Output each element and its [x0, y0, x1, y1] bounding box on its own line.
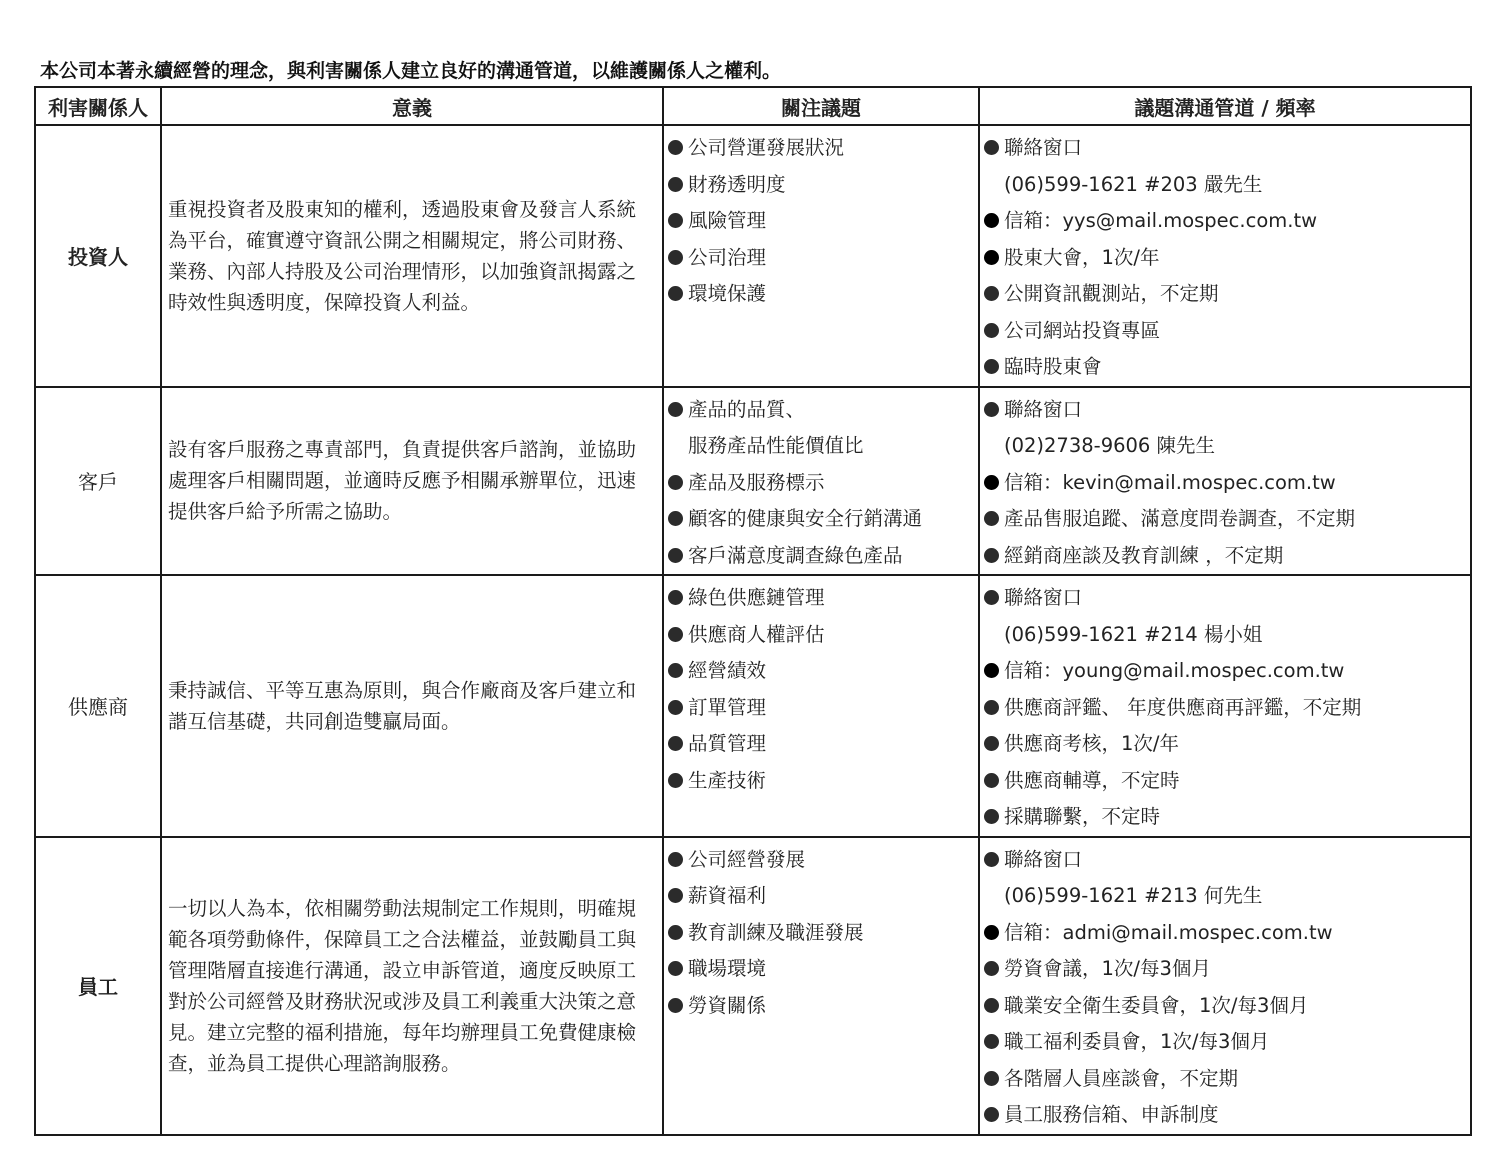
- intro-statement: 本公司本著永續經營的理念，與利害關係人建立良好的溝通管道，以維護關係人之權利。: [40, 60, 782, 82]
- list-item: 品質管理: [668, 726, 978, 763]
- list-item: 供應商評鑑、 年度供應商再評鑑，不定期: [984, 690, 1470, 727]
- bullet-icon: [984, 1071, 999, 1086]
- list-item: 供應商考核，1次/年: [984, 726, 1470, 763]
- list-item: 職工福利委員會，1次/每3個月: [984, 1024, 1470, 1061]
- list-item: 信箱：young@mail.mospec.com.tw: [984, 653, 1470, 690]
- stakeholder-table: [34, 86, 1472, 1136]
- bullet-icon: [984, 213, 999, 228]
- header-stakeholder: 利害關係人: [35, 87, 161, 125]
- bullet-icon: [668, 998, 683, 1013]
- bullet-icon: [984, 402, 999, 417]
- bullet-icon: [668, 773, 683, 788]
- bullet-icon: [668, 140, 683, 155]
- bullet-icon: [984, 286, 999, 301]
- channels-cell: [979, 575, 1471, 837]
- bullet-icon: [984, 511, 999, 526]
- meaning-cell: 重視投資者及股東知的權利，透過股東會及發言人系統為平台，確實遵守資訊公開之相關規定，將公司財務、業務、內部人持股及公司治理情形，以加強資訊揭露之時效性與透明度，保障投資人利益。: [161, 125, 663, 387]
- bullet-icon: [984, 1034, 999, 1049]
- list-item: 勞資關係: [668, 988, 978, 1025]
- bullet-icon: [668, 177, 683, 192]
- bullet-icon: [668, 475, 683, 490]
- bullet-icon: [668, 286, 683, 301]
- list-item: 產品售服追蹤、滿意度問卷調查，不定期: [984, 501, 1470, 538]
- bullet-icon: [668, 548, 683, 563]
- table-row: [35, 575, 1471, 837]
- issues-cell: [663, 837, 979, 1135]
- list-item: 供應商輔導，不定時: [984, 763, 1470, 800]
- bullet-icon: [984, 852, 999, 867]
- list-item: 生產技術: [668, 763, 978, 800]
- list-item: 服務產品性能價值比: [688, 434, 864, 457]
- bullet-icon: [668, 700, 683, 715]
- list-item: 產品的品質、: [668, 392, 978, 429]
- table-row: [35, 837, 1471, 1135]
- bullet-icon: [984, 773, 999, 788]
- list-item: 聯絡窗口: [984, 392, 1470, 429]
- contact-phone: (06)599-1621 #214 楊小姐: [1004, 622, 1263, 646]
- bullet-icon: [984, 590, 999, 605]
- list-item: 公司網站投資專區: [984, 313, 1470, 350]
- list-item: 勞資會議，1次/每3個月: [984, 951, 1470, 988]
- bullet-icon: [984, 998, 999, 1013]
- bullet-icon: [984, 700, 999, 715]
- bullet-icon: [668, 213, 683, 228]
- bullet-icon: [984, 323, 999, 338]
- table-row: [35, 125, 1471, 387]
- bullet-icon: [668, 736, 683, 751]
- bullet-icon: [668, 402, 683, 417]
- list-item: 信箱：yys@mail.mospec.com.tw: [984, 203, 1470, 240]
- bullet-icon: [668, 627, 683, 642]
- bullet-icon: [984, 140, 999, 155]
- stakeholder-cell: 投資人: [35, 125, 161, 387]
- list-item: 聯絡窗口: [984, 580, 1470, 617]
- bullet-icon: [984, 809, 999, 824]
- list-item: 職場環境: [668, 951, 978, 988]
- list-item: 薪資福利: [668, 878, 978, 915]
- header-channels: 議題溝通管道 / 頻率: [979, 87, 1471, 125]
- bullet-icon: [984, 961, 999, 976]
- header-meaning: 意義: [161, 87, 663, 125]
- bullet-icon: [984, 736, 999, 751]
- list-item: 風險管理: [668, 203, 978, 240]
- list-item: 聯絡窗口: [984, 130, 1470, 167]
- list-item: 公司治理: [668, 240, 978, 277]
- issues-cell: [663, 125, 979, 387]
- list-item: 客戶滿意度調查綠色產品: [668, 538, 978, 575]
- stakeholder-cell: 供應商: [35, 575, 161, 837]
- list-item: 聯絡窗口: [984, 842, 1470, 879]
- meaning-cell: 一切以人為本，依相關勞動法規制定工作規則，明確規範各項勞動條件，保障員工之合法權益，並鼓勵員工與管理階層直接進行溝通，設立申訴管道，適度反映原工對於公司經營及財務狀況或涉及員工利義重大決策之意見。建立完整的福利措施，每年均辦理員工免費健康檢查，並為員工提供心理諮詢服務。: [161, 837, 663, 1135]
- list-item: 綠色供應鏈管理: [668, 580, 978, 617]
- bullet-icon: [668, 511, 683, 526]
- meaning-cell: 秉持誠信、平等互惠為原則，與合作廠商及客戶建立和諧互信基礎，共同創造雙贏局面。: [161, 575, 663, 837]
- list-item: 信箱：kevin@mail.mospec.com.tw: [984, 465, 1470, 502]
- bullet-icon: [984, 663, 999, 678]
- list-item: 公開資訊觀測站，不定期: [984, 276, 1470, 313]
- list-item: 職業安全衛生委員會，1次/每3個月: [984, 988, 1470, 1025]
- bullet-icon: [668, 663, 683, 678]
- list-item: 採購聯繫，不定時: [984, 799, 1470, 836]
- list-item: 環境保護: [668, 276, 978, 313]
- contact-phone: (02)2738-9606 陳先生: [1004, 434, 1216, 457]
- bullet-icon: [668, 925, 683, 940]
- meaning-cell: 設有客戶服務之專責部門，負責提供客戶諮詢，並協助處理客戶相關問題，並適時反應予相關承辦單位，迅速提供客戶給予所需之協助。: [161, 387, 663, 576]
- bullet-icon: [668, 852, 683, 867]
- bullet-icon: [668, 590, 683, 605]
- list-item: 教育訓練及職涯發展: [668, 915, 978, 952]
- list-item: 公司經營發展: [668, 842, 978, 879]
- bullet-icon: [984, 250, 999, 265]
- list-item: 經銷商座談及教育訓練 ，不定期: [984, 538, 1470, 575]
- bullet-icon: [668, 888, 683, 903]
- bullet-icon: [984, 548, 999, 563]
- bullet-icon: [984, 359, 999, 374]
- issues-cell: [663, 387, 979, 576]
- contact-phone: (06)599-1621 #213 何先生: [1004, 884, 1263, 907]
- list-item: 財務透明度: [668, 167, 978, 204]
- issues-cell: [663, 575, 979, 837]
- list-item: 股東大會，1次/年: [984, 240, 1470, 277]
- bullet-icon: [984, 1107, 999, 1122]
- list-item: 信箱：admi@mail.mospec.com.tw: [984, 915, 1470, 952]
- stakeholder-cell: 客戶: [35, 387, 161, 576]
- list-item: 臨時股東會: [984, 349, 1470, 386]
- list-item: 各階層人員座談會，不定期: [984, 1061, 1470, 1098]
- list-item: 公司營運發展狀況: [668, 130, 978, 167]
- bullet-icon: [984, 925, 999, 940]
- header-issues: 關注議題: [663, 87, 979, 125]
- contact-phone: (06)599-1621 #203 嚴先生: [1004, 172, 1263, 196]
- bullet-icon: [984, 475, 999, 490]
- channels-cell: [979, 387, 1471, 576]
- bullet-icon: [668, 250, 683, 265]
- table-header-row: [35, 87, 1471, 125]
- list-item: 經營績效: [668, 653, 978, 690]
- list-item: 顧客的健康與安全行銷溝通: [668, 501, 978, 538]
- channels-cell: [979, 125, 1471, 387]
- table-row: [35, 387, 1471, 576]
- bullet-icon: [668, 961, 683, 976]
- list-item: 供應商人權評估: [668, 617, 978, 654]
- list-item: 員工服務信箱、申訴制度: [984, 1097, 1470, 1134]
- list-item: 產品及服務標示: [668, 465, 978, 502]
- channels-cell: [979, 837, 1471, 1135]
- list-item: 訂單管理: [668, 690, 978, 727]
- stakeholder-cell: 員工: [35, 837, 161, 1135]
